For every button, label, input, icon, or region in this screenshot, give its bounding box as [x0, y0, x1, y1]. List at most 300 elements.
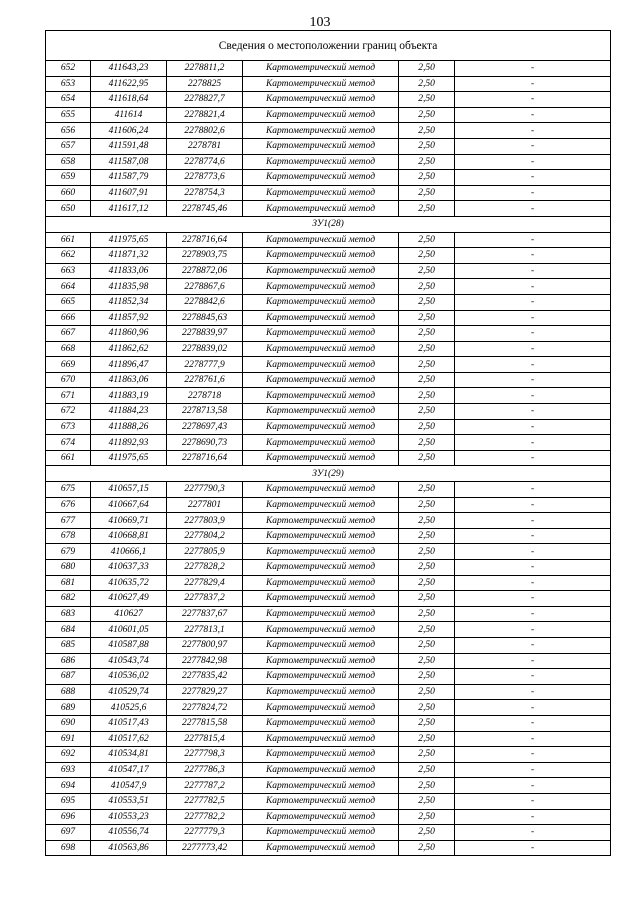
method-cell: Картометрический метод: [243, 154, 399, 170]
y-coordinate-cell: 2278903,75: [167, 248, 243, 264]
point-number-cell: 652: [46, 61, 91, 77]
description-cell: -: [455, 248, 611, 264]
y-coordinate-cell: 2277798,3: [167, 747, 243, 763]
point-number-cell: 697: [46, 825, 91, 841]
accuracy-cell: 2,50: [399, 560, 455, 576]
x-coordinate-cell: 410517,62: [91, 731, 167, 747]
x-coordinate-cell: 410668,81: [91, 528, 167, 544]
accuracy-cell: 2,50: [399, 435, 455, 451]
x-coordinate-cell: 411606,24: [91, 123, 167, 139]
x-coordinate-cell: 411884,23: [91, 404, 167, 420]
method-cell: Картометрический метод: [243, 61, 399, 77]
x-coordinate-cell: 411587,08: [91, 154, 167, 170]
accuracy-cell: 2,50: [399, 185, 455, 201]
method-cell: Картометрический метод: [243, 591, 399, 607]
accuracy-cell: 2,50: [399, 357, 455, 373]
table-row: [46, 232, 611, 248]
table-row: [46, 731, 611, 747]
table-row: [46, 435, 611, 451]
point-number-cell: 662: [46, 248, 91, 264]
y-coordinate-cell: 2277786,3: [167, 762, 243, 778]
table-row: [46, 684, 611, 700]
point-number-cell: 661: [46, 450, 91, 466]
description-cell: -: [455, 575, 611, 591]
table-row: [46, 185, 611, 201]
method-cell: Картометрический метод: [243, 762, 399, 778]
x-coordinate-cell: 410547,17: [91, 762, 167, 778]
x-coordinate-cell: 411643,23: [91, 61, 167, 77]
y-coordinate-cell: 2277837,2: [167, 591, 243, 607]
table-row: [46, 201, 611, 217]
point-number-cell: 693: [46, 762, 91, 778]
method-cell: Картометрический метод: [243, 809, 399, 825]
table-row: [46, 700, 611, 716]
method-cell: Картометрический метод: [243, 560, 399, 576]
y-coordinate-cell: 2278716,64: [167, 450, 243, 466]
description-cell: -: [455, 419, 611, 435]
y-coordinate-cell: 2277779,3: [167, 825, 243, 841]
table-row: [46, 513, 611, 529]
accuracy-cell: 2,50: [399, 404, 455, 420]
y-coordinate-cell: 2277803,9: [167, 513, 243, 529]
accuracy-cell: 2,50: [399, 669, 455, 685]
description-cell: -: [455, 326, 611, 342]
x-coordinate-cell: 411852,34: [91, 294, 167, 310]
x-coordinate-cell: 410669,71: [91, 513, 167, 529]
x-coordinate-cell: 411622,95: [91, 76, 167, 92]
accuracy-cell: 2,50: [399, 731, 455, 747]
x-coordinate-cell: 410563,86: [91, 840, 167, 856]
x-coordinate-cell: 410534,81: [91, 747, 167, 763]
x-coordinate-cell: 410601,05: [91, 622, 167, 638]
method-cell: Картометрический метод: [243, 715, 399, 731]
point-number-cell: 660: [46, 185, 91, 201]
accuracy-cell: 2,50: [399, 825, 455, 841]
x-coordinate-cell: 411617,12: [91, 201, 167, 217]
description-cell: -: [455, 591, 611, 607]
y-coordinate-cell: 2278761,6: [167, 372, 243, 388]
accuracy-cell: 2,50: [399, 544, 455, 560]
description-cell: -: [455, 123, 611, 139]
description-cell: -: [455, 92, 611, 108]
accuracy-cell: 2,50: [399, 762, 455, 778]
accuracy-cell: 2,50: [399, 170, 455, 186]
point-number-cell: 680: [46, 560, 91, 576]
point-number-cell: 682: [46, 591, 91, 607]
point-number-cell: 687: [46, 669, 91, 685]
accuracy-cell: 2,50: [399, 92, 455, 108]
method-cell: Картометрический метод: [243, 419, 399, 435]
method-cell: Картометрический метод: [243, 731, 399, 747]
point-number-cell: 657: [46, 138, 91, 154]
accuracy-cell: 2,50: [399, 107, 455, 123]
accuracy-cell: 2,50: [399, 700, 455, 716]
description-cell: -: [455, 809, 611, 825]
method-cell: Картометрический метод: [243, 684, 399, 700]
table-row: [46, 357, 611, 373]
x-coordinate-cell: 411857,92: [91, 310, 167, 326]
x-coordinate-cell: 411618,64: [91, 92, 167, 108]
y-coordinate-cell: 2277773,42: [167, 840, 243, 856]
description-cell: -: [455, 435, 611, 451]
description-cell: -: [455, 154, 611, 170]
table-row: [46, 170, 611, 186]
y-coordinate-cell: 2278811,2: [167, 61, 243, 77]
description-cell: -: [455, 341, 611, 357]
method-cell: Картометрический метод: [243, 840, 399, 856]
method-cell: Картометрический метод: [243, 793, 399, 809]
method-cell: Картометрический метод: [243, 482, 399, 498]
description-cell: -: [455, 497, 611, 513]
table-row: [46, 107, 611, 123]
table-row: [46, 76, 611, 92]
x-coordinate-cell: 410657,15: [91, 482, 167, 498]
point-number-cell: 675: [46, 482, 91, 498]
point-number-cell: 650: [46, 201, 91, 217]
method-cell: Картометрический метод: [243, 669, 399, 685]
table-row: [46, 762, 611, 778]
y-coordinate-cell: 2277837,67: [167, 606, 243, 622]
y-coordinate-cell: 2278802,6: [167, 123, 243, 139]
table-row: [46, 248, 611, 264]
table-row: [46, 279, 611, 295]
method-cell: Картометрический метод: [243, 778, 399, 794]
description-cell: -: [455, 684, 611, 700]
point-number-cell: 692: [46, 747, 91, 763]
x-coordinate-cell: 411607,91: [91, 185, 167, 201]
accuracy-cell: 2,50: [399, 606, 455, 622]
x-coordinate-cell: 411975,65: [91, 232, 167, 248]
table-row: [46, 840, 611, 856]
point-number-cell: 684: [46, 622, 91, 638]
method-cell: Картометрический метод: [243, 435, 399, 451]
method-cell: Картометрический метод: [243, 637, 399, 653]
accuracy-cell: 2,50: [399, 591, 455, 607]
description-cell: -: [455, 232, 611, 248]
description-cell: -: [455, 825, 611, 841]
y-coordinate-cell: 2278774,6: [167, 154, 243, 170]
method-cell: Картометрический метод: [243, 185, 399, 201]
point-number-cell: 664: [46, 279, 91, 295]
description-cell: -: [455, 294, 611, 310]
accuracy-cell: 2,50: [399, 528, 455, 544]
method-cell: Картометрический метод: [243, 357, 399, 373]
table-row: [46, 341, 611, 357]
table-row: [46, 497, 611, 513]
y-coordinate-cell: 2278867,6: [167, 279, 243, 295]
table-row: [46, 747, 611, 763]
method-cell: Картометрический метод: [243, 92, 399, 108]
table-row: [46, 622, 611, 638]
point-number-cell: 677: [46, 513, 91, 529]
table-row: [46, 310, 611, 326]
x-coordinate-cell: 411614: [91, 107, 167, 123]
description-cell: -: [455, 715, 611, 731]
y-coordinate-cell: 2278842,6: [167, 294, 243, 310]
method-cell: Картометрический метод: [243, 497, 399, 513]
point-number-cell: 659: [46, 170, 91, 186]
point-number-cell: 656: [46, 123, 91, 139]
accuracy-cell: 2,50: [399, 482, 455, 498]
x-coordinate-cell: 410553,23: [91, 809, 167, 825]
accuracy-cell: 2,50: [399, 840, 455, 856]
y-coordinate-cell: 2277828,2: [167, 560, 243, 576]
method-cell: Картометрический метод: [243, 201, 399, 217]
x-coordinate-cell: 411862,62: [91, 341, 167, 357]
description-cell: -: [455, 700, 611, 716]
point-number-cell: 678: [46, 528, 91, 544]
point-number-cell: 696: [46, 809, 91, 825]
accuracy-cell: 2,50: [399, 123, 455, 139]
description-cell: -: [455, 107, 611, 123]
accuracy-cell: 2,50: [399, 388, 455, 404]
y-coordinate-cell: 2277782,2: [167, 809, 243, 825]
point-number-cell: 658: [46, 154, 91, 170]
method-cell: Картометрический метод: [243, 263, 399, 279]
description-cell: -: [455, 669, 611, 685]
point-number-cell: 685: [46, 637, 91, 653]
point-number-cell: 654: [46, 92, 91, 108]
accuracy-cell: 2,50: [399, 419, 455, 435]
point-number-cell: 676: [46, 497, 91, 513]
point-number-cell: 672: [46, 404, 91, 420]
point-number-cell: 669: [46, 357, 91, 373]
description-cell: -: [455, 762, 611, 778]
y-coordinate-cell: 2278827,7: [167, 92, 243, 108]
table-row: [46, 154, 611, 170]
y-coordinate-cell: 2278821,4: [167, 107, 243, 123]
y-coordinate-cell: 2278773,6: [167, 170, 243, 186]
method-cell: Картометрический метод: [243, 341, 399, 357]
description-cell: -: [455, 450, 611, 466]
table-row: [46, 326, 611, 342]
table-row: [46, 637, 611, 653]
x-coordinate-cell: 411863,06: [91, 372, 167, 388]
accuracy-cell: 2,50: [399, 232, 455, 248]
description-cell: -: [455, 76, 611, 92]
point-number-cell: 694: [46, 778, 91, 794]
accuracy-cell: 2,50: [399, 279, 455, 295]
page-number: 103: [309, 15, 331, 30]
method-cell: Картометрический метод: [243, 388, 399, 404]
x-coordinate-cell: 411587,79: [91, 170, 167, 186]
x-coordinate-cell: 410529,74: [91, 684, 167, 700]
y-coordinate-cell: 2278745,46: [167, 201, 243, 217]
description-cell: -: [455, 778, 611, 794]
y-coordinate-cell: 2277790,3: [167, 482, 243, 498]
y-coordinate-cell: 2277829,27: [167, 684, 243, 700]
accuracy-cell: 2,50: [399, 715, 455, 731]
description-cell: -: [455, 840, 611, 856]
point-number-cell: 698: [46, 840, 91, 856]
point-number-cell: 668: [46, 341, 91, 357]
table-row: [46, 61, 611, 77]
method-cell: Картометрический метод: [243, 606, 399, 622]
point-number-cell: 661: [46, 232, 91, 248]
description-cell: -: [455, 637, 611, 653]
table-row: [46, 372, 611, 388]
y-coordinate-cell: 2277800,97: [167, 637, 243, 653]
point-number-cell: 663: [46, 263, 91, 279]
x-coordinate-cell: 410536,02: [91, 669, 167, 685]
y-coordinate-cell: 2278777,9: [167, 357, 243, 373]
accuracy-cell: 2,50: [399, 138, 455, 154]
accuracy-cell: 2,50: [399, 653, 455, 669]
y-coordinate-cell: 2278716,64: [167, 232, 243, 248]
x-coordinate-cell: 411591,48: [91, 138, 167, 154]
description-cell: -: [455, 279, 611, 295]
y-coordinate-cell: 2277801: [167, 497, 243, 513]
group-label: ЗУ1(28): [46, 216, 611, 232]
point-number-cell: 695: [46, 793, 91, 809]
method-cell: Картометрический метод: [243, 575, 399, 591]
point-number-cell: 681: [46, 575, 91, 591]
table-row: [46, 138, 611, 154]
y-coordinate-cell: 2278697,43: [167, 419, 243, 435]
x-coordinate-cell: 410547,9: [91, 778, 167, 794]
group-label: ЗУ1(29): [46, 466, 611, 482]
point-number-cell: 671: [46, 388, 91, 404]
x-coordinate-cell: 410627: [91, 606, 167, 622]
point-number-cell: 691: [46, 731, 91, 747]
y-coordinate-cell: 2277842,98: [167, 653, 243, 669]
accuracy-cell: 2,50: [399, 793, 455, 809]
point-number-cell: 665: [46, 294, 91, 310]
point-number-cell: 653: [46, 76, 91, 92]
point-number-cell: 667: [46, 326, 91, 342]
x-coordinate-cell: 411896,47: [91, 357, 167, 373]
x-coordinate-cell: 410637,33: [91, 560, 167, 576]
point-number-cell: 673: [46, 419, 91, 435]
table-row: [46, 591, 611, 607]
accuracy-cell: 2,50: [399, 326, 455, 342]
x-coordinate-cell: 411833,06: [91, 263, 167, 279]
table-row: [46, 809, 611, 825]
method-cell: Картометрический метод: [243, 372, 399, 388]
method-cell: Картометрический метод: [243, 622, 399, 638]
table-row: [46, 778, 611, 794]
description-cell: -: [455, 622, 611, 638]
description-cell: -: [455, 731, 611, 747]
method-cell: Картометрический метод: [243, 294, 399, 310]
accuracy-cell: 2,50: [399, 372, 455, 388]
accuracy-cell: 2,50: [399, 778, 455, 794]
x-coordinate-cell: 411892,93: [91, 435, 167, 451]
y-coordinate-cell: 2277815,4: [167, 731, 243, 747]
x-coordinate-cell: 411883,19: [91, 388, 167, 404]
x-coordinate-cell: 410553,51: [91, 793, 167, 809]
point-number-cell: 674: [46, 435, 91, 451]
description-cell: -: [455, 653, 611, 669]
description-cell: -: [455, 560, 611, 576]
x-coordinate-cell: 410667,64: [91, 497, 167, 513]
y-coordinate-cell: 2277804,2: [167, 528, 243, 544]
method-cell: Картометрический метод: [243, 138, 399, 154]
method-cell: Картометрический метод: [243, 700, 399, 716]
x-coordinate-cell: 410627,49: [91, 591, 167, 607]
point-number-cell: 666: [46, 310, 91, 326]
y-coordinate-cell: 2278839,02: [167, 341, 243, 357]
x-coordinate-cell: 411888,26: [91, 419, 167, 435]
x-coordinate-cell: 410517,43: [91, 715, 167, 731]
method-cell: Картометрический метод: [243, 653, 399, 669]
accuracy-cell: 2,50: [399, 201, 455, 217]
y-coordinate-cell: 2277815,58: [167, 715, 243, 731]
point-number-cell: 688: [46, 684, 91, 700]
accuracy-cell: 2,50: [399, 637, 455, 653]
point-number-cell: 683: [46, 606, 91, 622]
method-cell: Картометрический метод: [243, 513, 399, 529]
y-coordinate-cell: 2277787,2: [167, 778, 243, 794]
x-coordinate-cell: 411975,65: [91, 450, 167, 466]
accuracy-cell: 2,50: [399, 622, 455, 638]
description-cell: -: [455, 513, 611, 529]
table-row: [46, 92, 611, 108]
accuracy-cell: 2,50: [399, 575, 455, 591]
description-cell: -: [455, 263, 611, 279]
y-coordinate-cell: 2278839,97: [167, 326, 243, 342]
table-row: [46, 669, 611, 685]
description-cell: -: [455, 388, 611, 404]
method-cell: Картометрический метод: [243, 747, 399, 763]
table-row: [46, 560, 611, 576]
method-cell: Картометрический метод: [243, 544, 399, 560]
y-coordinate-cell: 2277813,1: [167, 622, 243, 638]
description-cell: -: [455, 185, 611, 201]
table-row: [46, 263, 611, 279]
table-row: [46, 419, 611, 435]
y-coordinate-cell: 2278754,3: [167, 185, 243, 201]
y-coordinate-cell: 2278781: [167, 138, 243, 154]
x-coordinate-cell: 411835,98: [91, 279, 167, 295]
table-row: [46, 450, 611, 466]
table-body: [46, 31, 611, 856]
description-cell: -: [455, 138, 611, 154]
y-coordinate-cell: 2277829,4: [167, 575, 243, 591]
table-row: [46, 123, 611, 139]
method-cell: Картометрический метод: [243, 825, 399, 841]
accuracy-cell: 2,50: [399, 294, 455, 310]
accuracy-cell: 2,50: [399, 248, 455, 264]
description-cell: -: [455, 482, 611, 498]
accuracy-cell: 2,50: [399, 747, 455, 763]
accuracy-cell: 2,50: [399, 61, 455, 77]
accuracy-cell: 2,50: [399, 154, 455, 170]
x-coordinate-cell: 410525,6: [91, 700, 167, 716]
method-cell: Картометрический метод: [243, 170, 399, 186]
table-row: [46, 715, 611, 731]
description-cell: -: [455, 404, 611, 420]
point-number-cell: 686: [46, 653, 91, 669]
group-header-row: [46, 216, 611, 232]
accuracy-cell: 2,50: [399, 341, 455, 357]
accuracy-cell: 2,50: [399, 263, 455, 279]
x-coordinate-cell: 410556,74: [91, 825, 167, 841]
x-coordinate-cell: 410635,72: [91, 575, 167, 591]
point-number-cell: 670: [46, 372, 91, 388]
description-cell: -: [455, 606, 611, 622]
table-row: [46, 482, 611, 498]
method-cell: Картометрический метод: [243, 310, 399, 326]
description-cell: -: [455, 544, 611, 560]
table-row: [46, 606, 611, 622]
point-number-cell: 655: [46, 107, 91, 123]
y-coordinate-cell: 2277782,5: [167, 793, 243, 809]
description-cell: -: [455, 793, 611, 809]
method-cell: Картометрический метод: [243, 107, 399, 123]
y-coordinate-cell: 2277824,72: [167, 700, 243, 716]
accuracy-cell: 2,50: [399, 76, 455, 92]
